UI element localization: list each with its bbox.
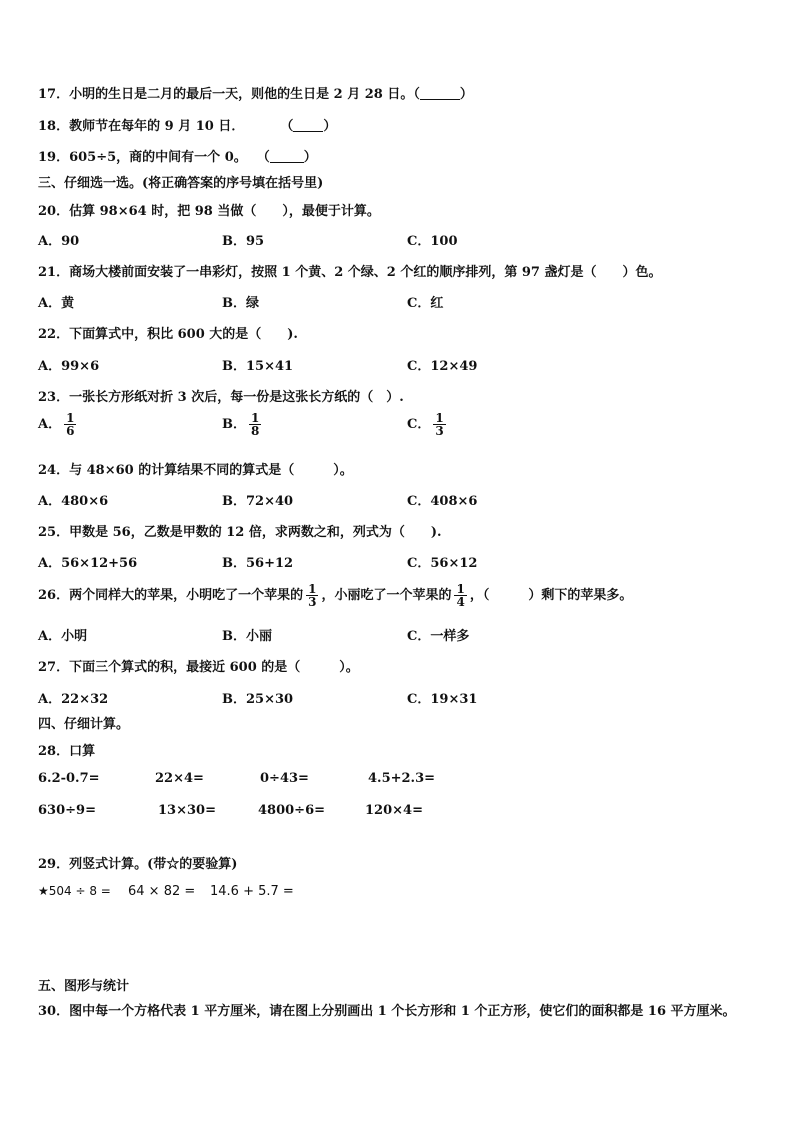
question-number: 17． <box>38 87 70 102</box>
option-c[interactable]: C．19×31 <box>407 692 478 707</box>
denominator: 3 <box>435 424 444 438</box>
option-b[interactable] <box>222 412 264 437</box>
vertical-calc-item: 14.6 + 5.7 = <box>210 884 294 899</box>
question-number: 26． <box>38 588 70 603</box>
option-c[interactable] <box>407 412 449 437</box>
numerator: 1 <box>66 411 75 425</box>
option-a[interactable]: A．90 <box>38 234 80 249</box>
option-label: B． <box>222 417 246 432</box>
answer-blank[interactable] <box>420 87 460 100</box>
question-text: ，（ ）剩下的苹果多。 <box>469 588 633 603</box>
fraction <box>249 412 261 437</box>
option-a[interactable]: A．22×32 <box>38 692 109 707</box>
option-c[interactable]: C．56×12 <box>407 556 478 571</box>
question-text: 605÷5，商的中间有一个 0。 <box>69 150 247 165</box>
option-b[interactable]: B．小丽 <box>222 629 272 644</box>
option-b[interactable]: B．15×41 <box>222 359 294 374</box>
option-label: A． <box>38 417 62 432</box>
numerator: 1 <box>251 411 260 425</box>
question-26 <box>38 583 632 608</box>
question-number: 25． <box>38 525 70 540</box>
vertical-calc-item: ★504 ÷ 8 = <box>38 884 111 898</box>
bracket-close: ） <box>323 119 337 134</box>
question-number: 28． <box>38 744 70 759</box>
question-text: 两个同样大的苹果，小明吃了一个苹果的 <box>69 588 304 603</box>
option-a[interactable]: A．56×12+56 <box>38 556 138 571</box>
denominator: 6 <box>66 424 75 438</box>
bracket-open: （ <box>256 150 270 165</box>
denominator: 8 <box>251 424 260 438</box>
question-text: 图中每一个方格代表 1 平方厘米，请在图上分别画出 1 个长方形和 1 个正方形，使它们的面积都是 16 平方厘米。 <box>69 1004 736 1019</box>
vertical-calc-item: 64 × 82 = <box>128 884 196 899</box>
question-text: 下面算式中，积比 600 大的是（ ). <box>69 327 298 342</box>
oral-calc-item: 13×30= <box>158 803 216 818</box>
oral-calc-item: 0÷43= <box>260 771 309 786</box>
question-text: 与 48×60 的计算结果不同的算式是（ ）。 <box>69 463 353 478</box>
fraction <box>433 412 445 437</box>
fraction <box>64 412 76 437</box>
question-number: 23． <box>38 390 70 405</box>
numerator: 1 <box>456 582 465 596</box>
question-text: 估算 98×64 时，把 98 当做（ ），最便于计算。 <box>69 204 380 219</box>
option-b[interactable]: B．绿 <box>222 296 259 311</box>
answer-blank[interactable] <box>293 119 323 132</box>
question-30 <box>38 1000 736 1019</box>
question-29 <box>38 853 237 872</box>
question-18 <box>38 115 336 134</box>
question-21 <box>38 261 661 280</box>
question-title: 口算 <box>69 744 96 759</box>
question-title: 列竖式计算。(带☆的要验算) <box>69 857 238 872</box>
question-19 <box>38 146 317 165</box>
question-17 <box>38 83 473 102</box>
question-number: 24． <box>38 463 70 478</box>
denominator: 3 <box>308 595 317 609</box>
oral-calc-item: 6.2-0.7= <box>38 771 100 786</box>
question-text: 一张长方形纸对折 3 次后，每一份是这张长方纸的（ ）. <box>69 390 404 405</box>
question-22 <box>38 323 298 342</box>
question-number: 21． <box>38 265 70 280</box>
fraction <box>454 583 466 608</box>
question-20 <box>38 200 380 219</box>
question-28 <box>38 740 95 759</box>
option-b[interactable]: B．95 <box>222 234 265 249</box>
question-23 <box>38 386 404 405</box>
question-number: 27． <box>38 660 70 675</box>
question-number: 22． <box>38 327 70 342</box>
oral-calc-item: 630÷9= <box>38 803 96 818</box>
option-label: C． <box>407 417 431 432</box>
section-3-heading: 三、仔细选一选。(将正确答案的序号填在括号里) <box>38 176 324 191</box>
question-text: 甲数是 56，乙数是甲数的 12 倍，求两数之和，列式为（ ). <box>69 525 442 540</box>
denominator: 4 <box>456 595 465 609</box>
question-text: ，小丽吃了一个苹果的 <box>321 588 452 603</box>
question-24 <box>38 459 353 478</box>
option-c[interactable]: C．408×6 <box>407 494 478 509</box>
numerator: 1 <box>308 582 317 596</box>
section-4-heading: 四、仔细计算。 <box>38 717 130 732</box>
option-a[interactable]: A．黄 <box>38 296 75 311</box>
oral-calc-item: 4.5+2.3= <box>368 771 436 786</box>
question-number: 18． <box>38 119 70 134</box>
option-a[interactable] <box>38 412 79 437</box>
option-c[interactable]: C．100 <box>407 234 458 249</box>
bracket-close: ） <box>459 87 473 102</box>
option-c[interactable]: C．一样多 <box>407 629 470 644</box>
question-number: 30． <box>38 1004 70 1019</box>
question-number: 20． <box>38 204 70 219</box>
question-number: 29． <box>38 857 70 872</box>
option-c[interactable]: C．12×49 <box>407 359 478 374</box>
oral-calc-item: 22×4= <box>155 771 204 786</box>
section-5-heading: 五、图形与统计 <box>38 979 130 994</box>
bracket-close: ） <box>303 150 317 165</box>
oral-calc-item: 120×4= <box>365 803 423 818</box>
option-b[interactable]: B．56+12 <box>222 556 294 571</box>
option-b[interactable]: B．25×30 <box>222 692 294 707</box>
question-text: 教师节在每年的 9 月 10 日． <box>69 119 245 134</box>
option-c[interactable]: C．红 <box>407 296 444 311</box>
option-a[interactable]: A．480×6 <box>38 494 109 509</box>
question-number: 19． <box>38 150 70 165</box>
option-a[interactable]: A．99×6 <box>38 359 100 374</box>
option-a[interactable]: A．小明 <box>38 629 88 644</box>
oral-calc-item: 4800÷6= <box>258 803 326 818</box>
answer-blank[interactable] <box>270 150 304 163</box>
bracket-open: （ <box>280 119 294 134</box>
fraction <box>306 583 318 608</box>
question-25 <box>38 521 442 540</box>
numerator: 1 <box>435 411 444 425</box>
question-text: 下面三个算式的积，最接近 600 的是（ ）。 <box>69 660 359 675</box>
question-text: 商场大楼前面安装了一串彩灯，按照 1 个黄、2 个绿、2 个红的顺序排列，第 97 盏灯是（ ）色。 <box>69 265 662 280</box>
question-27 <box>38 656 359 675</box>
option-b[interactable]: B．72×40 <box>222 494 294 509</box>
question-text: 小明的生日是二月的最后一天，则他的生日是 2 月 28 日。（ <box>69 87 420 102</box>
